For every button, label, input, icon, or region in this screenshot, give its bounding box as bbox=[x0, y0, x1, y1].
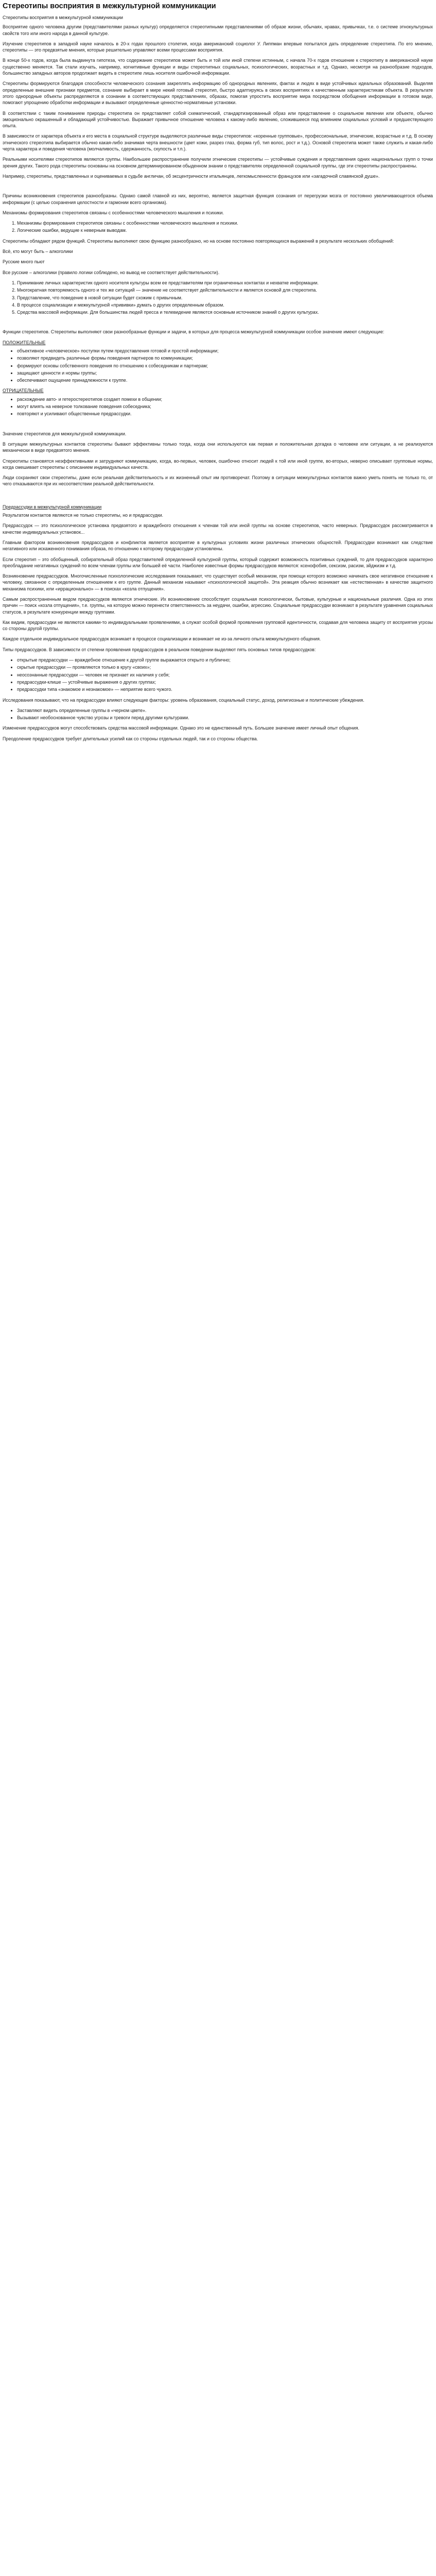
list-item: 4. В процессе социализации и межкультурной «прививки» думать о других определенным образом. bbox=[17, 302, 433, 308]
list-item: • скрытые предрассудки — проявляются только в кругу «своих»; bbox=[17, 664, 433, 670]
paragraph: Главным фактором возникновения предрассудков и конфликтов является восприятие в культурных условиях жизни различных этнических общностей. Предрассудки возникают как следствие негативного или искаженного понимания образа, по отношению к которому предрассудки установлены. bbox=[3, 539, 433, 552]
list-item: • позволяют предвидеть различные формы поведения партнеров по коммуникации; bbox=[17, 355, 433, 361]
paragraph: Причины возникновения стереотипов разнообразны. Однако самой главной из них, вероятно, является защитная функция сознания от перегрузки мозга от постоянно увеличивающегося объема информации (с целью сохранения целостности и гармонии всего организма). bbox=[3, 193, 433, 205]
section-heading: Предрассудки в межкультурной коммуникации bbox=[3, 504, 102, 510]
list-item: 2. Многократная повторяемость одного и тех же ситуаций — значение не соответствует действительности и является основой для стереотипа. bbox=[17, 287, 433, 293]
paragraph: Все русские – алкоголики (правило логики соблюдено, но вывод не соответствует действительности). bbox=[3, 269, 220, 275]
article bbox=[3, 0, 433, 746]
paragraph: Функции стереотипов. Стереотипы выполняют свои разнообразные функции и задачи, в которых для процесса межкультурной коммуникации особое значение имеют следующие: bbox=[3, 329, 385, 335]
paragraph: Механизмы формирования стереотипов связаны с особенностями человеческого мышления и психики. bbox=[3, 210, 224, 215]
list-item: • обеспечивают ощущение принадлежности к группе. bbox=[17, 377, 433, 383]
negative-list bbox=[3, 396, 433, 417]
paragraph: Стереотипы формируются благодаря способности человеческого сознания закреплять информацию об однородных явлениях, фактах и людях в виде устойчивых идеальных образований. Выделяя определенные внешние признаки предметов, сознание выбирает в мире некий готовый стереотип, быстро адаптируясь в своих восприятиях к качественным характеристикам объекта. В результате этого однородные объекты распределяются в сознании в соответствующих представлениях, образах, помогая упростить восприятие мира посредством обобщения информации в готовом виде, помогают упрощению обработки информации и вызывают определенные ценностно-нормативные установки. bbox=[3, 81, 433, 106]
paragraph: В соответствии с таким пониманием природы стереотипа он представляет собой схематический, стандартизированный образ или представление о социальном явлении или объекте, обычно эмоционально окрашенный и обладающий устойчивостью. Выражает привычное отношение человека к какому-либо явлению, сложившееся под влиянием социальных условий и предшествующего опыта. bbox=[3, 110, 433, 129]
paragraph: Стереотипы обладают рядом функций. Стереотипы выполняют свою функцию разнообразно, но на основе постоянно повторяющихся выражений в результате нескольких обобщений: bbox=[3, 238, 394, 244]
positive-list bbox=[3, 348, 433, 383]
paragraph: Изменение предрассудков могут способствовать средства массовой информации. Однако это не единственный путь. Большее значение имеет личный опыт общения. bbox=[3, 725, 359, 731]
paragraph: Реальными носителями стереотипов являются группы. Наибольшее распространение получили этнические стереотипы — устойчивые суждения и представления одних национальных групп о точки зрения других. Такого рода стереотипы основаны на основном детерминированном обыденном знании о представителях определенной социальной группы, где эти стереотипы распространены. bbox=[3, 157, 433, 168]
list-item: • защищают ценности и нормы группы; bbox=[17, 370, 433, 376]
paragraph: В зависимости от характера объекта и его места в социальной структуре выделяются различные виды стереотипов: «коренные групповые», профессиональные, этнические, возрастные и т.д. В основу этнического стереотипа выбирается обычно какая-либо значимая черта внешности (цвет кожи, разрез глаз, форма губ, тип волос, рост и т.д.). Основой стереотипа может также служить и какая-либо черта характера и поведения человека (молчаливость, сдержанность, скупость и т.п.). bbox=[3, 133, 433, 152]
subtitle: Стереотипы восприятия в межкультурной коммуникации bbox=[3, 15, 123, 20]
list-item: • объективное «человеческое» поступки путем предоставления готовой и простой информации; bbox=[17, 348, 433, 354]
prejudice-types-list bbox=[3, 657, 433, 692]
list-item: 3. Представление, что поведение в новой ситуации будет схожим с привычным. bbox=[17, 295, 433, 301]
paragraph: Если стереотип – это обобщенный, собирательный образ представителей определенной культурной группы, который содержит возможность позитивных суждений, то для предрассудков характерно преобладание негативных суждений по всем членам группы или большей её части. Наиболее известные формы предрассудков являются: ксенофобия, сексизм, расизм, эйджизм и т.д. bbox=[3, 556, 433, 568]
list-item: • расхождение авто- и гетеростереотипов создает помехи в общении; bbox=[17, 396, 433, 402]
paragraph: В ситуации межкультурных контактов стереотипы бывают эффективны только тогда, когда они используются как первая и положительная догадка о человеке или ситуации, а не реализуются механически в виде предвзятого мнения. bbox=[3, 441, 433, 453]
paragraph: Типы предрассудков. В зависимости от степени проявления предрассудков в реальном поведении выделяют пять основных типов предрассудков: bbox=[3, 647, 316, 652]
list-item: • предрассудки-клише — устойчивые выражения о других группах; bbox=[17, 679, 433, 685]
formation-list bbox=[3, 220, 433, 234]
list-item: 1. Механизмы формирования стереотипов связаны с особенностями человеческого мышления и психики. bbox=[17, 220, 433, 226]
paragraph: Исследования показывают, что на предрассудки влияют следующие факторы: уровень образования, социальный статус, доход, религиозные и политические убеждения. bbox=[3, 697, 364, 703]
list-item: • могут влиять на неверное толкование поведения собеседника; bbox=[17, 403, 433, 410]
list-item: 2. Логические ошибки, ведущие к неверным выводам. bbox=[17, 227, 433, 233]
spacer bbox=[3, 319, 433, 329]
negative-heading: ОТРИЦАТЕЛЬНЫЕ bbox=[3, 388, 44, 394]
paragraph: Русские много пьют bbox=[3, 259, 45, 265]
list-item: • Вызывают необоснованное чувство угрозы и тревоги перед другими культурами. bbox=[17, 715, 433, 721]
section-heading: Значение стереотипов для межкультурной коммуникации. bbox=[3, 431, 127, 436]
paragraph: Восприятие одного человека другим (представителями разных культур) определяется стереотипными представлениями об образе жизни, обычаях, нравах, привычках, т.е. о системе этнокультурных свойств того или иного народа в данной культуре. bbox=[3, 24, 433, 36]
list-item: 1. Принимание личных характеристик одного носителя культуры всем ее представителям при ограниченных контактах и нехватке информации. bbox=[17, 280, 433, 286]
list-item: • Заставляют видеть определенные группы в «черном цвете». bbox=[17, 707, 433, 714]
list-item: • повторяют и усиливают общественные предрассудки. bbox=[17, 411, 433, 417]
logic-list bbox=[3, 280, 433, 315]
spacer bbox=[3, 421, 433, 431]
paragraph: Стереотипы становятся неэффективными и затрудняют коммуникацию, когда, во-первых, человек, ошибочно относит людей к той или иной группе, во-вторых, неверно описывает групповые нормы, когда смешивает стереотипы с описанием индивидуальных качеств. bbox=[3, 458, 433, 470]
paragraph: Предрассудок — это психологическое установка предвзятого и враждебного отношения к членам той или иной группы на основе стереотипов, часто неверных. Предрассудок рассматривается в качестве индивидуальных установок... bbox=[3, 523, 433, 535]
paragraph: Возникновение предрассудков. Многочисленные психологические исследования показывают, что существует особый механизм, при помощи которого возможно начинать свое негативное отношение к человеку, связанное с определенным отношением к его группе. Данный механизм называют «психологической защитой». Эта реакция обычно возникает как «естественная» в качестве защитного механизма психики, или «иррационально» — в поисках «козла отпущения». bbox=[3, 573, 433, 591]
paragraph: Как видим, предрассудки не являются какими-то индивидуальными проявлениями, а служат особой формой проявления групповой идентичности, создавая для человека защиту от восприятия угрозы со стороны другой группы. bbox=[3, 619, 433, 632]
factors-list bbox=[3, 707, 433, 721]
paragraph: Люди сохраняют свои стереотипы, даже если реальная действительность и их жизненный опыт им противоречат. Поэтому в ситуации межкультурных контактов важно уметь понять не только то, от чего отказываются при их несоответствии реальной действительности. bbox=[3, 475, 433, 487]
paragraph: Каждое отдельное индивидуальное предрассудок возникает в процессе социализации и возникает не из-за личного опыта межкультурного общения. bbox=[3, 636, 321, 642]
paragraph: Самым распространенным видом предрассудков являются этнические. Их возникновение способствует социальная психологически, бытовые, культурные и национальные различия. Одна из этих причин — поиск «козла отпущения», т.е. группы, на которую можно перенести ответственность за неудачи, ошибки, агрессию. Социальные предрассудки возникают в результате уравнения социальных статусов, в результате конкуренции между группами. bbox=[3, 597, 433, 615]
spacer bbox=[3, 183, 433, 193]
page-title: Стереотипы восприятия в межкультурной коммуникации bbox=[3, 2, 216, 10]
paragraph: Например, стереотипы, представленных и оцениваемых в судьбе англичан, об эксцентричности итальянцев, легкомысленности французов или «загадочной славянской душе». bbox=[3, 173, 380, 179]
paragraph: Результатом контактов являются не только стереотипы, но и предрассудки. bbox=[3, 513, 164, 518]
list-item: • неосознанные предрассудки — человек не признает их наличия у себя; bbox=[17, 672, 433, 678]
list-item: • формируют основы собственного поведения по отношению к собеседникам и партнерам; bbox=[17, 363, 433, 369]
paragraph: Всё, кто могут быть – алкоголики bbox=[3, 249, 73, 255]
list-item: 5. Средства массовой информации. Для большинства людей пресса и телевидение являются основным источником знаний о других культурах. bbox=[17, 309, 433, 315]
list-item: • предрассудки типа «знакомое и незнакомое» — неприятие всего чужого. bbox=[17, 686, 433, 692]
list-item: • открытые предрассудки — враждебное отношение к другой группе выражается открыто и публично; bbox=[17, 657, 433, 663]
paragraph: Преодоление предрассудков требует длительных усилий как со стороны отдельных людей, так и со стороны общества. bbox=[3, 736, 258, 741]
positive-heading: ПОЛОЖИТЕЛЬНЫЕ bbox=[3, 340, 46, 345]
paragraph: В конце 50-х годов, когда была выдвинута гипотеза, что содержание стереотипов может быть и той или иной степени истинным, с начала 70-х годов отношение к стереотипу в американской науке существенно меняется. Так стали изучать, например, когнитивные функции и виды стереотипных социальных, психологических, возрастных и т.д. Однако, несмотря на разнообразие подходов, большинство западных авторов продолжает видеть в стереотипе лишь носителя ошибочной информации. bbox=[3, 58, 433, 76]
spacer bbox=[3, 492, 433, 501]
paragraph: Изучение стереотипов в западной науке началось в 20-х годах прошлого столетия, когда американский социолог У. Липпман впервые попытался дать определение стереотипа. По его мнению, стереотипы — это предвзятые мнения, которые решительно управляют всеми процессами восприятия. bbox=[3, 41, 433, 53]
